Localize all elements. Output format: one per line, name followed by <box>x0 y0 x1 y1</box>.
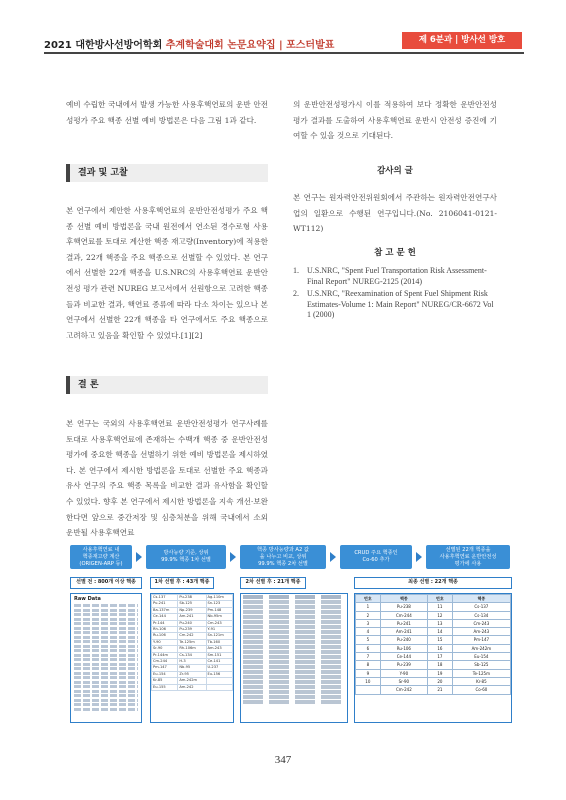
nuclide-cell: Am-242 <box>178 684 206 690</box>
running-header-main: 2021 대한방사선방어학회 <box>44 40 166 51</box>
label-first-selection: 1차 선별 후 : 43개 핵종 <box>150 577 214 589</box>
table-cell: Pu-241 <box>380 619 427 627</box>
comparison-row <box>243 700 345 704</box>
first-selection-table <box>151 594 233 691</box>
header-divider <box>44 52 524 54</box>
nuclide-cell: Pu-238 <box>178 595 206 601</box>
table-cell: 1 <box>356 603 381 611</box>
table-row <box>356 611 511 619</box>
flow-arrow-icon <box>136 552 142 562</box>
nuclide-cell: Cm-243 <box>206 620 233 626</box>
nuclide-cell: Eu-156 <box>206 671 233 677</box>
table-cell: Y-90 <box>380 669 427 677</box>
comparison-row <box>243 625 345 629</box>
table-header-cell: 번호 <box>356 595 381 603</box>
nuclide-cell: Cs-137 <box>152 595 178 601</box>
page-number: 347 <box>274 754 292 766</box>
table-cell: 15 <box>428 636 453 644</box>
table-cell: Te-125m <box>452 669 510 677</box>
step-box-4: CRUD 주요 핵종인 Co-60 추가 <box>340 545 412 569</box>
flow-arrow-icon <box>416 552 422 562</box>
table-row <box>356 686 511 694</box>
raw-data-row <box>74 604 138 607</box>
table-cell: Kr-85 <box>452 677 510 685</box>
raw-data-row <box>74 618 138 621</box>
flow-arrow-icon <box>330 552 336 562</box>
table-cell: 5 <box>356 636 381 644</box>
nuclide-cell: Pr-144 <box>152 620 178 626</box>
nuclide-cell: Sb-125 <box>178 601 206 607</box>
final-selection-panel <box>354 593 512 723</box>
table-row <box>356 669 511 677</box>
table-cell: 21 <box>428 686 453 694</box>
table-cell: Sr-90 <box>380 677 427 685</box>
comparison-row <box>243 635 345 639</box>
nuclide-cell: Kr-85 <box>152 678 178 684</box>
table-cell: Pu-238 <box>380 603 427 611</box>
raw-data-row <box>74 703 138 706</box>
raw-data-row <box>74 636 138 639</box>
raw-data-row <box>74 708 138 711</box>
table-cell: 2 <box>356 611 381 619</box>
nuclide-cell: Pu-240 <box>178 620 206 626</box>
comparison-row <box>243 695 345 699</box>
nuclide-cell: Eu-155 <box>152 684 178 690</box>
table-cell: 9 <box>356 669 381 677</box>
section-heading-conclusion: 결 론 <box>66 376 268 394</box>
nuclide-cell: Np-239 <box>178 607 206 613</box>
nuclide-cell: U-237 <box>206 665 233 671</box>
table-cell: 16 <box>428 644 453 652</box>
raw-data-panel <box>70 593 142 723</box>
running-header <box>44 36 334 51</box>
division-badge: 제 6분과 | 방사선 방호 <box>402 32 522 49</box>
table-cell: Cs-137 <box>452 603 510 611</box>
flow-arrow-icon <box>230 552 236 562</box>
references-title: 참 고 문 헌 <box>374 248 416 258</box>
raw-data-row <box>74 640 138 643</box>
nuclide-cell: Ru-106 <box>152 633 178 639</box>
table-header-cell: 핵종 <box>380 595 427 603</box>
acknowledgement-title: 감사의 글 <box>377 166 413 176</box>
table-cell: 11 <box>428 603 453 611</box>
table-cell: 14 <box>428 628 453 636</box>
table-cell: 6 <box>356 644 381 652</box>
table-cell: 20 <box>428 677 453 685</box>
nuclide-cell: Rh-106 <box>152 627 178 633</box>
nuclide-cell: Y-91 <box>206 627 233 633</box>
table-cell: Cm-243 <box>452 619 510 627</box>
reference-item: 1. U.S.NRC, "Spent Fuel Transportation Risk Assessment-Final Report" NUREG-2125 (2014) <box>293 266 487 286</box>
comparison-row <box>243 605 345 609</box>
second-selection-grid <box>241 595 347 704</box>
comparison-row <box>243 610 345 614</box>
comparison-row <box>243 620 345 624</box>
nuclide-cell: Tb-160 <box>206 639 233 645</box>
table-cell: Ce-144 <box>380 653 427 661</box>
comparison-row <box>243 595 345 599</box>
table-cell: Pm-147 <box>452 636 510 644</box>
acknowledgement-paragraph: 본 연구는 원자력안전위원회에서 주관하는 원자력안전연구사업의 일환으로 수행된 연구입니다.(No. 2106041-0121-WT112) <box>293 193 497 234</box>
nuclide-cell: Am-242m <box>178 678 206 684</box>
nuclide-cell: Nb-95 <box>178 665 206 671</box>
label-second-selection: 2차 선별 후 : 21개 핵종 <box>240 577 306 589</box>
nuclide-cell: Ba-137m <box>152 607 178 613</box>
label-final-selection: 최종 선별 : 22개 핵종 <box>354 577 512 589</box>
table-cell: 8 <box>356 661 381 669</box>
step-box-2: 방사능량 기준, 상위 99.9% 핵종 1차 선별 <box>146 545 226 569</box>
raw-data-row <box>74 690 138 693</box>
reference-list <box>293 266 497 321</box>
table-row <box>356 628 511 636</box>
table-cell: 10 <box>356 677 381 685</box>
nuclide-cell: Sn-121m <box>206 633 233 639</box>
nuclide-cell: Pr-144m <box>152 652 178 658</box>
nuclide-cell: Pm-148 <box>206 607 233 613</box>
raw-data-row <box>74 672 138 675</box>
table-cell: Pu-239 <box>380 661 427 669</box>
table-cell: Pu-240 <box>380 636 427 644</box>
raw-data-row <box>74 681 138 684</box>
table-cell: Cm-244 <box>380 611 427 619</box>
first-selection-panel <box>150 593 234 723</box>
raw-data-row <box>74 663 138 666</box>
table-cell: Cm-242 <box>380 686 427 694</box>
second-selection-panel <box>240 593 348 723</box>
table-row <box>356 636 511 644</box>
comparison-row <box>243 655 345 659</box>
table-cell: 3 <box>356 619 381 627</box>
comparison-row <box>243 615 345 619</box>
comparison-row <box>243 650 345 654</box>
table-cell: Sb-125 <box>452 661 510 669</box>
table-cell: Co-60 <box>452 686 510 694</box>
nuclide-cell: Ce-144 <box>152 614 178 620</box>
nuclide-cell: Y-90 <box>152 639 178 645</box>
comparison-row <box>243 670 345 674</box>
table-cell: 18 <box>428 661 453 669</box>
nuclide-cell: Cs-134 <box>178 652 206 658</box>
comparison-row <box>243 665 345 669</box>
results-paragraph: 본 연구에서 제안한 사용후핵연료의 운반안전성평가 주요 핵종 선별 예비 방법론을 국내 원전에서 연소된 경수로형 사용후핵연료를 토대로 계산한 핵종 재고량(Inventory)에 적용한 결과, 22개 핵종을 주요 핵종으로 선별할 수 있었다. 본 연구에서 선별한 22개 핵종을 U.S.NRC의 사용후핵연료 운반안전성 평가 관련 NUREG 보고서에서 선원항으로 고려한 핵종들과 비교한 결과, 핵연료 종류에 따라 다소 차이는 있으나 본 연구에서 선별한 22개 핵종을 타 연구에서도 주요 핵종으로 고려하고 있음을 확인할 수 있었다.[1][2] <box>66 206 268 340</box>
raw-data-row <box>74 613 138 616</box>
table-cell: 19 <box>428 669 453 677</box>
comparison-row <box>243 675 345 679</box>
continued-paragraph: 의 운반안전성평가시 이를 적용하여 보다 정확한 운반안전성평가 결과를 도출하여 사용후핵연료 운반시 안전성 증진에 기여할 수 있을 것으로 기대된다. <box>293 100 497 141</box>
raw-data-row <box>74 699 138 702</box>
table-cell: Am-242m <box>452 644 510 652</box>
comparison-row <box>243 690 345 694</box>
nuclide-cell: Am-241 <box>178 614 206 620</box>
table-row <box>356 661 511 669</box>
table-header-cell: 번호 <box>428 595 453 603</box>
step-box-5: 선별된 22개 핵종을 사용후핵연료 운반안전성 평가에 사용 <box>426 545 510 569</box>
table-cell <box>356 686 381 694</box>
raw-data-grid <box>71 604 141 711</box>
nuclide-cell: Pu-241 <box>152 601 178 607</box>
table-row <box>356 677 511 685</box>
raw-data-label: Raw Data <box>74 596 101 602</box>
nuclide-cell: Te-125m <box>178 639 206 645</box>
raw-data-row <box>74 609 138 612</box>
raw-data-row <box>74 667 138 670</box>
nuclide-cell: Sm-151 <box>206 652 233 658</box>
table-cell: Ru-106 <box>380 644 427 652</box>
step-box-3: 핵종 방사능량과 A2 값 을 나누고 비교, 상위 99.9% 핵종 2차 선별 <box>240 545 326 569</box>
comparison-row <box>243 630 345 634</box>
running-header-sub: 추계학술대회 논문요약집 | 포스터발표 <box>165 40 335 51</box>
final-nuclide-table <box>355 594 511 695</box>
raw-data-row <box>74 645 138 648</box>
label-before-selection: 선별 전 : 800개 이상 핵종 <box>70 577 142 589</box>
raw-data-row <box>74 676 138 679</box>
table-cell: 13 <box>428 619 453 627</box>
comparison-row <box>243 685 345 689</box>
nuclide-cell: Ce-141 <box>206 659 233 665</box>
table-row <box>356 653 511 661</box>
comparison-row <box>243 680 345 684</box>
raw-data-row <box>74 658 138 661</box>
nuclide-cell <box>206 684 233 690</box>
intro-paragraph: 예비 수립한 국내에서 발생 가능한 사용후핵연료의 운반 안전성평가 주요 핵종 선별 예비 방법론은 다음 그림 1과 같다. <box>66 100 268 125</box>
raw-data-row <box>74 685 138 688</box>
nuclide-cell: Zr-95 <box>178 671 206 677</box>
nuclide-cell: Rh-106m <box>178 646 206 652</box>
table-cell: Eu-154 <box>452 653 510 661</box>
nuclide-cell: Sr-90 <box>152 646 178 652</box>
comparison-row <box>243 645 345 649</box>
methodology-flow-diagram <box>70 545 510 723</box>
comparison-row <box>243 600 345 604</box>
raw-data-row <box>74 654 138 657</box>
table-cell: Am-243 <box>452 628 510 636</box>
comparison-row <box>243 660 345 664</box>
nuclide-cell: Cm-244 <box>152 659 178 665</box>
table-cell: Cs-134 <box>452 611 510 619</box>
table-cell: Am-241 <box>380 628 427 636</box>
nuclide-cell: Sn-123 <box>206 601 233 607</box>
raw-data-row <box>74 622 138 625</box>
nuclide-cell: Pu-239 <box>178 627 206 633</box>
table-header-cell: 핵종 <box>452 595 510 603</box>
comparison-row <box>243 640 345 644</box>
nuclide-cell: H-3 <box>178 659 206 665</box>
nuclide-cell: Cm-242 <box>178 633 206 639</box>
table-cell: 12 <box>428 611 453 619</box>
table-row <box>356 619 511 627</box>
nuclide-cell: Eu-154 <box>152 671 178 677</box>
reference-item: 2. U.S.NRC, "Reexamination of Spent Fuel Shipment Risk Estimates-Volume 1: Main Report" NUREG/CR-6672 Vol 1 (2000) <box>293 289 494 319</box>
step-box-1: 사용후핵연료 내 핵종재고량 계산 (ORIGEN-ARP 등) <box>70 545 132 569</box>
nuclide-cell: Nb-95m <box>206 614 233 620</box>
table-row <box>356 603 511 611</box>
nuclide-cell: Pm-147 <box>152 665 178 671</box>
table-row <box>356 644 511 652</box>
section-heading-results: 결과 및 고찰 <box>66 164 268 182</box>
nuclide-cell: Am-243 <box>206 646 233 652</box>
table-cell: 7 <box>356 653 381 661</box>
conclusion-paragraph: 본 연구는 국외의 사용후핵연료 운반안전성평가 연구사례를 토대로 사용후핵연료에 존재하는 수백개 핵종 중 운반안전성평가에 중요한 핵종을 선별하기 위한 예비 방법론을 제시하였다. 본 연구에서 제시한 방법론을 토대로 선별한 주요 핵종과 유사 연구의 주요 핵종 목록을 비교한 결과 유사함을 확인할 수 있었다. 향후 본 연구에서 제시한 방법론을 지속 개선·보완한다면 앞으로 중간저장 및 심층처분을 위해 국내에서 소외 운반될 사용후핵연료 <box>66 419 268 538</box>
raw-data-row <box>74 694 138 697</box>
raw-data-row <box>74 631 138 634</box>
raw-data-row <box>74 649 138 652</box>
table-cell: 4 <box>356 628 381 636</box>
table-cell: 17 <box>428 653 453 661</box>
raw-data-row <box>74 627 138 630</box>
nuclide-cell: Ag-110m <box>206 595 233 601</box>
